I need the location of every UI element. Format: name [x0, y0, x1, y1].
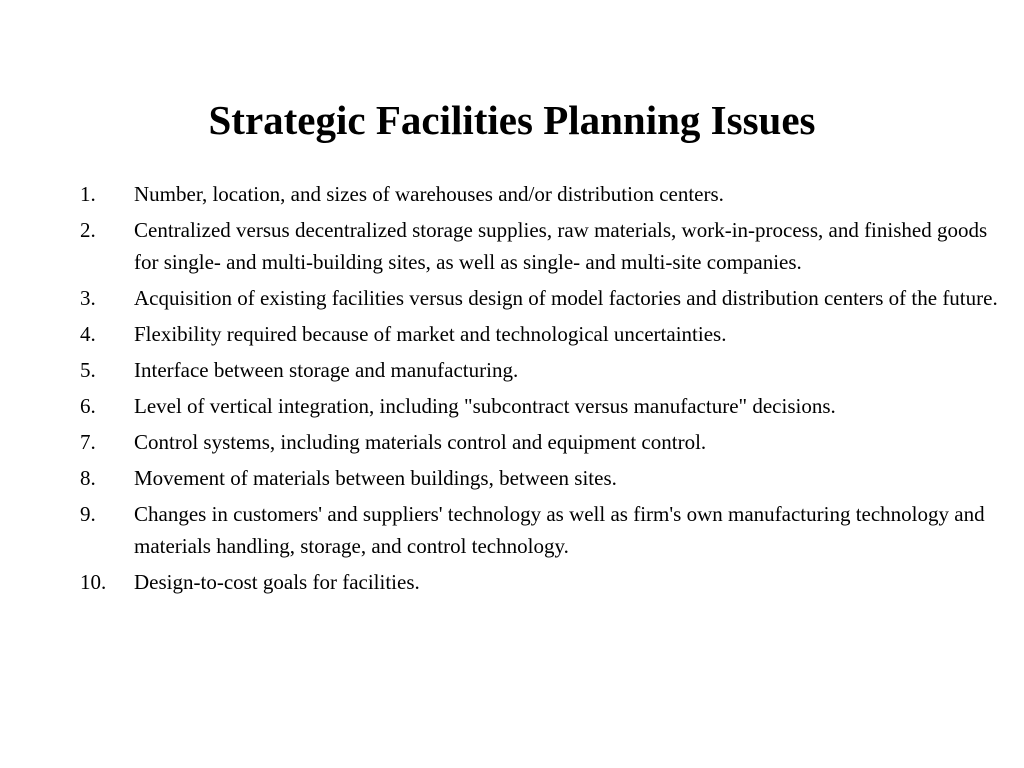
item-text: Acquisition of existing facilities versus design of model factories and distribution centers of the future.	[134, 286, 998, 310]
list-item	[80, 462, 1000, 494]
item-text: Flexibility required because of market and technological uncertainties.	[134, 322, 727, 346]
item-text: Control systems, including materials control and equipment control.	[134, 430, 707, 454]
item-text: Movement of materials between buildings, between sites.	[134, 466, 617, 490]
item-text: Changes in customers' and suppliers' technology as well as firm's own manufacturing technology and materials handling, storage, and control technology.	[134, 502, 985, 558]
list-item	[80, 498, 1000, 562]
item-number: 7.	[80, 430, 96, 454]
item-text: Number, location, and sizes of warehouses and/or distribution centers.	[134, 182, 724, 206]
item-number: 2.	[80, 218, 96, 242]
list-item	[80, 214, 1000, 278]
list-item	[80, 390, 1000, 422]
item-number: 4.	[80, 322, 96, 346]
item-text: Level of vertical integration, including "subcontract versus manufacture" decisions.	[134, 394, 836, 418]
item-number: 5.	[80, 358, 96, 382]
list-item	[80, 318, 1000, 350]
list-item	[80, 354, 1000, 386]
item-number: 3.	[80, 286, 96, 310]
item-number: 8.	[80, 466, 96, 490]
item-number: 6.	[80, 394, 96, 418]
item-number: 9.	[80, 502, 96, 526]
item-number: 1.	[80, 182, 96, 206]
list-item	[80, 178, 1000, 210]
slide-title: Strategic Facilities Planning Issues	[208, 97, 816, 143]
item-number: 10.	[80, 570, 107, 594]
item-text: Interface between storage and manufacturing.	[134, 358, 519, 382]
list-item	[80, 566, 1000, 598]
item-text: Design-to-cost goals for facilities.	[134, 570, 420, 594]
list-item	[80, 282, 1000, 314]
list-item	[80, 426, 1000, 458]
item-text: Centralized versus decentralized storage supplies, raw materials, work-in-process, and finished goods for single- and multi-building sites, as well as single- and multi-site companies.	[134, 218, 988, 274]
issues-list	[80, 178, 1000, 602]
